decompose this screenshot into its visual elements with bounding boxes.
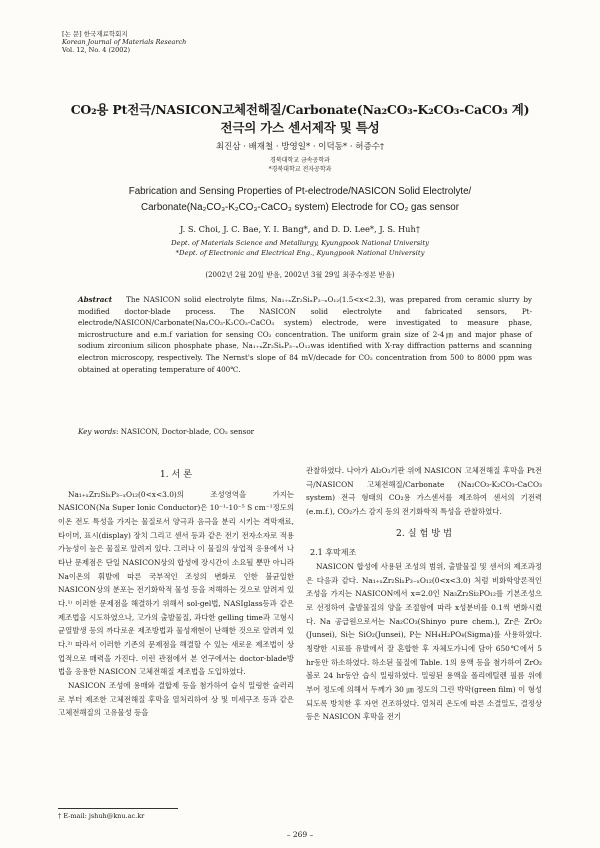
journal-volume: Vol. 12, No. 4 (2002) (62, 46, 131, 54)
abstract (78, 294, 532, 375)
keywords-text: : NASICON, Doctor-blade, CO₂ sensor (115, 427, 255, 436)
intro-paragraph-2: NASICON 조성에 용매와 결합제 등을 첨가하여 습식 밀링한 슬러리로 부터 제조한 고체전해질 후막을 열처리하여 상 및 미세구조 등과 같은 고체전해질의 고유물성 등을 (58, 680, 294, 718)
title-english-line-2: Carbonate(Na₂CO₃-K₂CO₃-CaCO₃ system) Electrode for CO₂ gas sensor (141, 202, 459, 213)
authors-english: J. S. Choi, J. C. Bae, Y. I. Bang*, and D. D. Lee*, J. S. Huh† (179, 224, 421, 234)
title-english-line-1: Fabrication and Sensing Properties of Pt-electrode/NASICON Solid Electrolyte/ (128, 186, 472, 197)
keywords (78, 427, 532, 436)
intro-paragraph-continued: 관찰하였다. 나아가 Al₂O₃기판 위에 NASICON 고체전해질 후막을 Pt전극/NASICON 고체전해질/Carbonate (Na₂CO₃-K₂CO₃-CaCO₃ system) 전극 형태의 CO₂용 가스센서를 제조하여 센서의 기전력(e.m.f.), CO₂가스 감지 등의 전기화학적 특성을 관찰하였다. (306, 466, 542, 516)
affiliation-english-1: Dept. of Materials Science and Metallurgy, Kyungpook National University (171, 239, 429, 247)
journal-name-ko: [논 문] 한국재료학회지 (62, 30, 128, 38)
footnote-email: † E-mail: jshuh@knu.ac.kr (58, 812, 145, 820)
title-korean-line-1: CO₂용 Pt전극/NASICON고체전해질/Carbonate(Na₂CO₃-K₂CO₃-CaCO₃ 계) (70, 102, 530, 117)
abstract-text: The NASICON solid electrolyte films, Na₁₊ₓZr₂SiₓP₃₋ₓO₁₂(1.5<x<2.3), was prepared from ceramic slurry by modified doctor-blade process. The NASICON solid electrolyte and fabricated sensors, Pt-electrode/NASICON/Carbonate(Na₂CO₃-K₂CO₃-CaCO₃ system) electrode, were investigated to measure phase, microstructure and e.m.f variation for sensing CO₂ concentration. The uniform grain size of 2-4㎛ and major phase of sodium zirconium silicon phosphate phase, Na₁₊ₓZr₂SiₓP₃₋ₓO₁₂was identified with X-ray diffraction patterns and scanning electron microscopy, respectively. The Nernst's slope of 84 mV/decade for CO₂ concentration from 500 to 8000 ppm was obtained at operating temperature of 400℃. (78, 295, 532, 374)
journal-header (62, 30, 362, 54)
left-column (58, 464, 294, 720)
methods-paragraph-1: NASICON 합성에 사용된 조성의 범위, 출발물질 및 센서의 제조과정은 다음과 같다. Na₁₊ₓZr₂SiₓP₃₋ₓO₁₂(0<x<3.0) 처럼 비화학양론적인 조성을 가지는 NASICON에서 x=2.0인 Na₃Zr₂Si₂PO₁₂를 기본조성으로 선정하여 출발물질의 양을 조절함에 따라 x성분비를 0.1씩 변화시켰다. Na 공급원으로서는 Na₂CO₃(Shinyo pure chem.), Zr은 ZrO₂ (Junsei), Si는 SiO₂(Junsei), P는 NH₄H₂PO₄(Sigma)를 사용하였다. 칭량한 시료를 유발에서 잘 혼합한 후 자체도가니에 담아 650℃에서 5 hr동안 하소하였다. 하소된 물질에 Table. 1의 용액 등을 첨가하여 ZrO₂볼로 24 hr동안 습식 밀링하였다. 밀링된 용액을 폴리에틸렌 필름 위에 부어 정도에 의해서 두께가 30 ㎛ 정도의 그린 박막(green film) 이 형성되도록 방치한 후 자연 건조하였다. 열처리 온도에 따른 소결밀도, 결정상 등은 NASICON 후막을 전기 (306, 561, 542, 722)
title-korean-line-2: 전극의 가스 센서제작 및 특성 (220, 120, 380, 135)
section-methods-heading: 2. 실 험 방 법 (396, 527, 452, 539)
journal-name-en: Korean Journal of Materials Research (62, 38, 187, 46)
affiliation-korean-1: 경북대학교 금속공학과 (270, 157, 330, 164)
affiliation-english-2: *Dept. of Electronic and Electrical Eng., Kyungpook National University (175, 249, 425, 257)
subsection-film-preparation-heading: 2.1 후막제조 (310, 548, 357, 558)
affiliation-korean-2: *경북대학교 전자공학과 (268, 166, 332, 173)
keywords-label: Key words (78, 427, 116, 436)
intro-paragraph-1: Na₁₊ₓZr₂SiₓP₃₋ₓO₁₂(0<x<3.0)의 조성영역을 가지는 NASICON(Na Super Ionic Conductor)은 10⁻¹-10⁻⁵ S cm⁻¹정도의 이온 전도 특성을 가지는 물질로서 양극과 음극을 분리 시키는 격막재료, 타이머, 표시(display) 장치 그리고 센서 등과 같은 전기 전자소자로 적용 가능성이 높은 물질로 알려져 있다. 그러나 이 물질의 상업적 응용에서 나타난 문제점은 단일 NASICON상의 합성에 장시간이 소요될 뿐만 아니라 Na이온의 휘발에 따른 국부적인 조성의 변화로 인한 불균일한 NASICON상의 분포는 전기화학적 물성 등을 저해하는 것으로 알려져 있다.¹⁾ 이러한 문제점을 해결하기 위해서 sol-gel법, NASIglass등과 같은 제조법을 시도하였으나, 고가의 출발물질, 과다한 gelling time과 고형시 균열발생 등의 까다로운 제조방법과 물성재현이 난해한 것으로 알려져 있다.²⁾ 따라서 이러한 기존의 문제점을 해결할 수 있는 새로운 제조법이 상업적으로 매력을 가진다. 이런 관점에서 본 연구에서는 doctor-blade방법을 응용한 NASICON 고체전해질 제조법을 도입하였다. (58, 489, 294, 677)
section-introduction-heading: 1. 서 론 (159, 469, 193, 480)
footnote-rule (58, 808, 178, 809)
abstract-label: Abstract (78, 295, 113, 304)
received-dates: (2002년 2월 20일 받음, 2002년 3월 29일 최종수정본 받음) (205, 271, 395, 279)
page-number: – 269 – (286, 830, 314, 839)
authors-korean: 최진삼 · 배재철 · 방영일* · 이덕동* · 허증수† (215, 142, 385, 152)
right-column (306, 464, 542, 724)
